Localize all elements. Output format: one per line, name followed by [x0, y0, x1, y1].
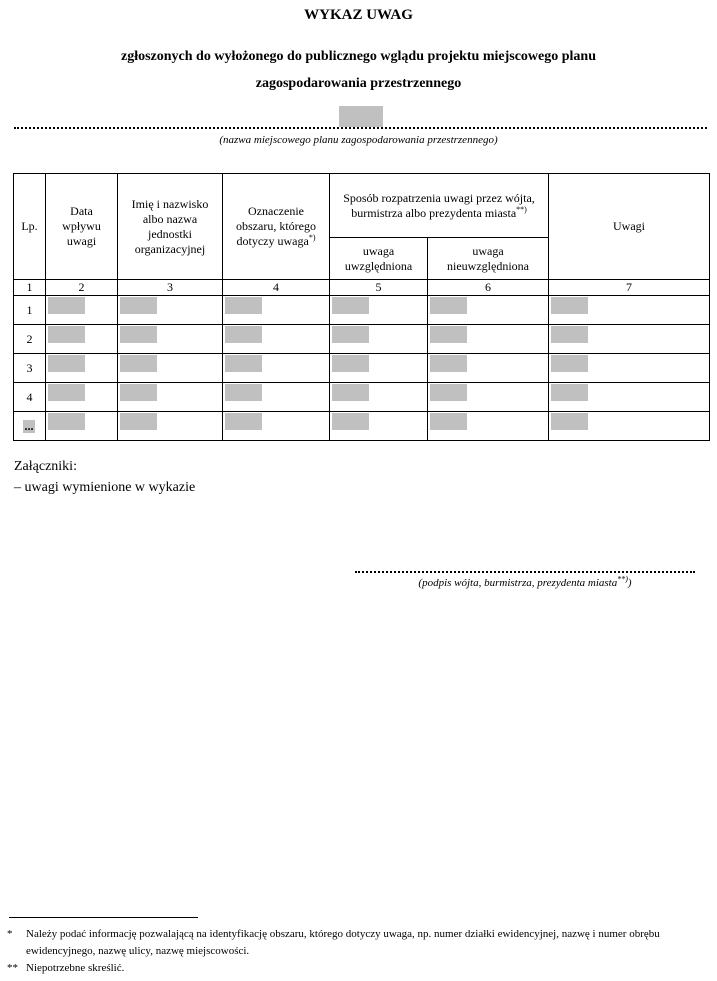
name-cell [118, 296, 223, 325]
rejected-cell [428, 354, 549, 383]
area-cell [223, 354, 330, 383]
signature-footnote-mark: **) [617, 574, 628, 584]
remarks-input[interactable] [551, 326, 588, 343]
rejected-input[interactable] [430, 326, 467, 343]
add-row-field[interactable]: ... [24, 419, 34, 433]
remarks-cell [549, 412, 710, 441]
remarks-cell [549, 354, 710, 383]
rejected-cell [428, 325, 549, 354]
name-input[interactable] [120, 326, 157, 343]
date-cell [46, 296, 118, 325]
header-area [223, 174, 330, 280]
name-cell [118, 383, 223, 412]
header-area-footnote-mark: *) [308, 233, 316, 242]
area-input[interactable] [225, 326, 262, 343]
table-row [14, 325, 710, 354]
signature-dotted-line [355, 571, 695, 573]
table-row [14, 412, 710, 441]
date-cell [46, 325, 118, 354]
header-accepted: uwaga uwzględniona [330, 238, 428, 280]
footnote-text: Niepotrzebne skreślić. [26, 962, 125, 974]
accepted-cell [330, 325, 428, 354]
accepted-input[interactable] [332, 384, 369, 401]
name-input[interactable] [120, 355, 157, 372]
name-input[interactable] [120, 413, 157, 430]
area-cell [223, 383, 330, 412]
rejected-cell [428, 383, 549, 412]
name-input[interactable] [120, 384, 157, 401]
table-row [14, 383, 710, 412]
header-lp: Lp. [14, 174, 46, 280]
accepted-cell [330, 383, 428, 412]
row-lp-number: 1 [26, 302, 33, 317]
footnote-item [7, 960, 697, 977]
subtitle-line-2: zagospodarowania przestrzennego [255, 76, 462, 91]
signature-caption-end: ) [627, 577, 632, 589]
accepted-cell [330, 354, 428, 383]
row-lp-number: 4 [26, 389, 33, 404]
rejected-cell [428, 412, 549, 441]
row-lp-number: 2 [26, 331, 33, 346]
footnote-mark: * [7, 928, 13, 940]
accepted-cell [330, 296, 428, 325]
signature-caption [355, 574, 695, 589]
remarks-input[interactable] [551, 413, 588, 430]
area-cell [223, 412, 330, 441]
rejected-input[interactable] [430, 297, 467, 314]
column-number: 2 [46, 280, 118, 296]
area-input[interactable] [225, 384, 262, 401]
subtitle-line-1: zgłoszonych do wyłożonego do publicznego wglądu projektu miejscowego planu [121, 49, 596, 64]
column-number-row [14, 280, 710, 296]
signature-caption-text: (podpis wójta, burmistrza, prezydenta miasta [418, 577, 618, 589]
accepted-input[interactable] [332, 297, 369, 314]
footnote-text: Należy podać informację pozwalającą na identyfikację obszaru, którego dotyczy uwaga, np. numer działki ewidencyjnej, nazwę i numer obrębu ewidencyjnego, nazwę ulicy, nazwę miejscowości. [26, 928, 660, 957]
date-input[interactable] [48, 384, 85, 401]
header-area-text: Oznaczenie obszaru, którego dotyczy uwaga [236, 204, 316, 248]
plan-name-field[interactable] [339, 106, 383, 127]
rejected-input[interactable] [430, 355, 467, 372]
column-number: 3 [118, 280, 223, 296]
accepted-input[interactable] [332, 326, 369, 343]
document-title: WYKAZ UWAG [304, 7, 413, 23]
plan-name-dotted-line [14, 127, 707, 129]
row-lp-number: 3 [26, 360, 33, 375]
remarks-cell [549, 383, 710, 412]
column-number: 4 [223, 280, 330, 296]
attachments-section [14, 456, 195, 498]
column-number: 1 [14, 280, 46, 296]
column-number: 5 [330, 280, 428, 296]
date-input[interactable] [48, 413, 85, 430]
row-lp [14, 325, 46, 354]
accepted-input[interactable] [332, 413, 369, 430]
date-cell [46, 354, 118, 383]
plan-name-caption: (nazwa miejscowego planu zagospodarowania przestrzennego) [219, 134, 498, 146]
table-row [14, 354, 710, 383]
name-input[interactable] [120, 297, 157, 314]
accepted-input[interactable] [332, 355, 369, 372]
header-rejected: uwaga nieuwzględniona [428, 238, 549, 280]
name-cell [118, 354, 223, 383]
date-cell [46, 383, 118, 412]
remarks-input[interactable] [551, 384, 588, 401]
table-row [14, 296, 710, 325]
remarks-cell [549, 325, 710, 354]
column-number: 6 [428, 280, 549, 296]
area-input[interactable] [225, 297, 262, 314]
area-input[interactable] [225, 355, 262, 372]
header-date: Data wpływu uwagi [46, 174, 118, 280]
header-method [330, 174, 549, 238]
header-method-text: Sposób rozpatrzenia uwagi przez wójta, burmistrza albo prezydenta miasta [343, 190, 535, 220]
remarks-table [13, 173, 710, 441]
document-subtitle [40, 43, 677, 97]
date-input[interactable] [48, 297, 85, 314]
row-lp [14, 354, 46, 383]
row-lp [14, 383, 46, 412]
row-lp [14, 412, 46, 441]
header-method-footnote-mark: **) [516, 204, 527, 214]
date-cell [46, 412, 118, 441]
attachments-label: Załączniki: [14, 459, 77, 474]
attachments-item: – uwagi wymienione w wykazie [14, 480, 196, 495]
name-cell [118, 412, 223, 441]
remarks-input[interactable] [551, 297, 588, 314]
name-cell [118, 325, 223, 354]
row-lp [14, 296, 46, 325]
footnote-separator [9, 917, 198, 918]
header-remarks: Uwagi [549, 174, 710, 280]
rejected-input[interactable] [430, 384, 467, 401]
area-input[interactable] [225, 413, 262, 430]
date-input[interactable] [48, 326, 85, 343]
remarks-cell [549, 296, 710, 325]
footnote-mark: ** [7, 962, 18, 974]
column-number: 7 [549, 280, 710, 296]
footnotes [7, 926, 697, 977]
rejected-input[interactable] [430, 413, 467, 430]
accepted-cell [330, 412, 428, 441]
rejected-cell [428, 296, 549, 325]
header-name: Imię i nazwisko albo nazwa jednostki organizacyjnej [118, 174, 223, 280]
remarks-input[interactable] [551, 355, 588, 372]
date-input[interactable] [48, 355, 85, 372]
area-cell [223, 325, 330, 354]
area-cell [223, 296, 330, 325]
footnote-item [7, 926, 697, 960]
